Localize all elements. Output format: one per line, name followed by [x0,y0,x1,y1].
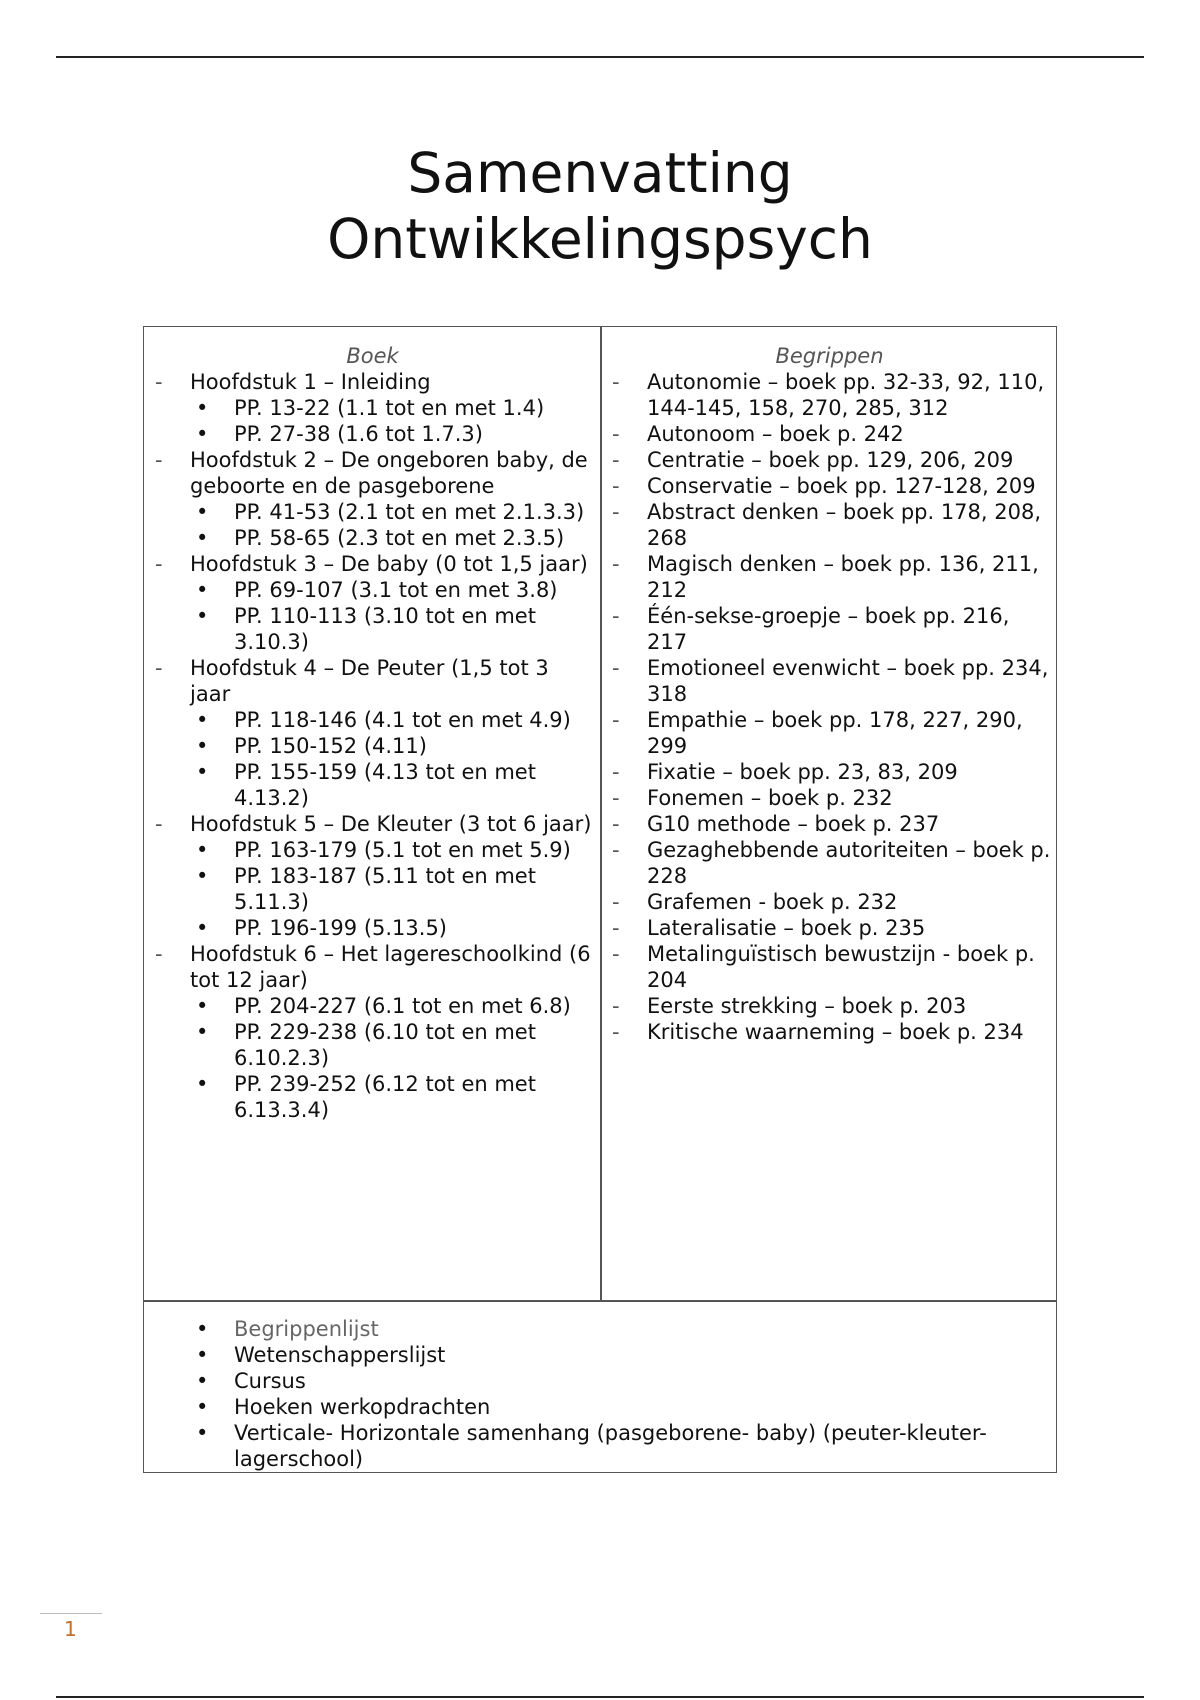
concept-item: - Fixatie – boek pp. 23, 83, 209 [607,759,1052,785]
chapter-item: - Hoofdstuk 1 – Inleiding [150,369,595,395]
page-number-rule [40,1613,102,1614]
page-range-item: • PP. 196-199 (5.13.5) [150,915,595,941]
page-range-item: • PP. 118-146 (4.1 tot en met 4.9) [150,707,595,733]
chapter-item: - Hoofdstuk 2 – De ongeboren baby, de geboorte en de pasgeborene [150,447,595,499]
page-range-item: • PP. 13-22 (1.1 tot en met 1.4) [150,395,595,421]
resource-item: • Hoeken werkopdrachten [150,1394,1050,1420]
page-range-item: • PP. 204-227 (6.1 tot en met 6.8) [150,993,595,1019]
chapter-item: - Hoofdstuk 4 – De Peuter (1,5 tot 3 jaar [150,655,595,707]
page-range-item: • PP. 110-113 (3.10 tot en met 3.10.3) [150,603,595,655]
concept-item: - Grafemen - boek p. 232 [607,889,1052,915]
concept-item: - Metalinguïstisch bewustzijn - boek p. 204 [607,941,1052,993]
concept-item: - Autonomie – boek pp. 32-33, 92, 110, 144-145, 158, 270, 285, 312 [607,369,1052,421]
resource-item: • Cursus [150,1368,1050,1394]
page-range-item: • PP. 41-53 (2.1 tot en met 2.1.3.3) [150,499,595,525]
boek-column [150,343,595,1123]
concept-item: - Emotioneel evenwicht – boek pp. 234, 318 [607,655,1052,707]
concept-item: - Conservatie – boek pp. 127-128, 209 [607,473,1052,499]
title-line-1: Samenvatting [407,141,793,205]
concept-item: - G10 methode – boek p. 237 [607,811,1052,837]
table-row-divider [143,1300,1057,1302]
resource-item: • Wetenschapperslijst [150,1342,1050,1368]
begrippen-column [607,343,1052,1045]
page-range-item: • PP. 69-107 (3.1 tot en met 3.8) [150,577,595,603]
concept-item: - Abstract denken – boek pp. 178, 208, 268 [607,499,1052,551]
resources-list [150,1316,1050,1472]
top-rule [56,56,1144,58]
page-range-item: • PP. 27-38 (1.6 tot 1.7.3) [150,421,595,447]
title-line-2: Ontwikkelingspsych [327,207,873,271]
page-number: 1 [64,1617,77,1641]
concept-item: - Empathie – boek pp. 178, 227, 290, 299 [607,707,1052,759]
page-range-item: • PP. 163-179 (5.1 tot en met 5.9) [150,837,595,863]
concept-item: - Één-sekse-groepje – boek pp. 216, 217 [607,603,1052,655]
page-range-item: • PP. 150-152 (4.11) [150,733,595,759]
bottom-rule [56,1696,1144,1698]
page-range-item: • PP. 239-252 (6.12 tot en met 6.13.3.4) [150,1071,595,1123]
resource-item: • Verticale- Horizontale samenhang (pasgeborene- baby) (peuter-kleuter-lagerschool) [150,1420,1050,1472]
page-range-item: • PP. 58-65 (2.3 tot en met 2.3.5) [150,525,595,551]
page-range-item: • PP. 183-187 (5.11 tot en met 5.11.3) [150,863,595,915]
table-column-divider [600,326,602,1301]
concept-item: - Autonoom – boek p. 242 [607,421,1052,447]
concept-item: - Magisch denken – boek pp. 136, 211, 212 [607,551,1052,603]
boek-heading: Boek [346,344,399,368]
chapter-item: - Hoofdstuk 6 – Het lagereschoolkind (6 tot 12 jaar) [150,941,595,993]
chapter-item: - Hoofdstuk 5 – De Kleuter (3 tot 6 jaar) [150,811,595,837]
concept-item: - Lateralisatie – boek p. 235 [607,915,1052,941]
concept-item: - Kritische waarneming – boek p. 234 [607,1019,1052,1045]
concept-item: - Centratie – boek pp. 129, 206, 209 [607,447,1052,473]
page-range-item: • PP. 229-238 (6.10 tot en met 6.10.2.3) [150,1019,595,1071]
concept-item: - Fonemen – boek p. 232 [607,785,1052,811]
resource-item: • Begrippenlijst [150,1316,1050,1342]
concept-item: - Eerste strekking – boek p. 203 [607,993,1052,1019]
begrippen-heading: Begrippen [775,344,884,368]
document-title [0,140,1200,272]
concept-item: - Gezaghebbende autoriteiten – boek p. 228 [607,837,1052,889]
chapter-item: - Hoofdstuk 3 – De baby (0 tot 1,5 jaar) [150,551,595,577]
page-range-item: • PP. 155-159 (4.13 tot en met 4.13.2) [150,759,595,811]
